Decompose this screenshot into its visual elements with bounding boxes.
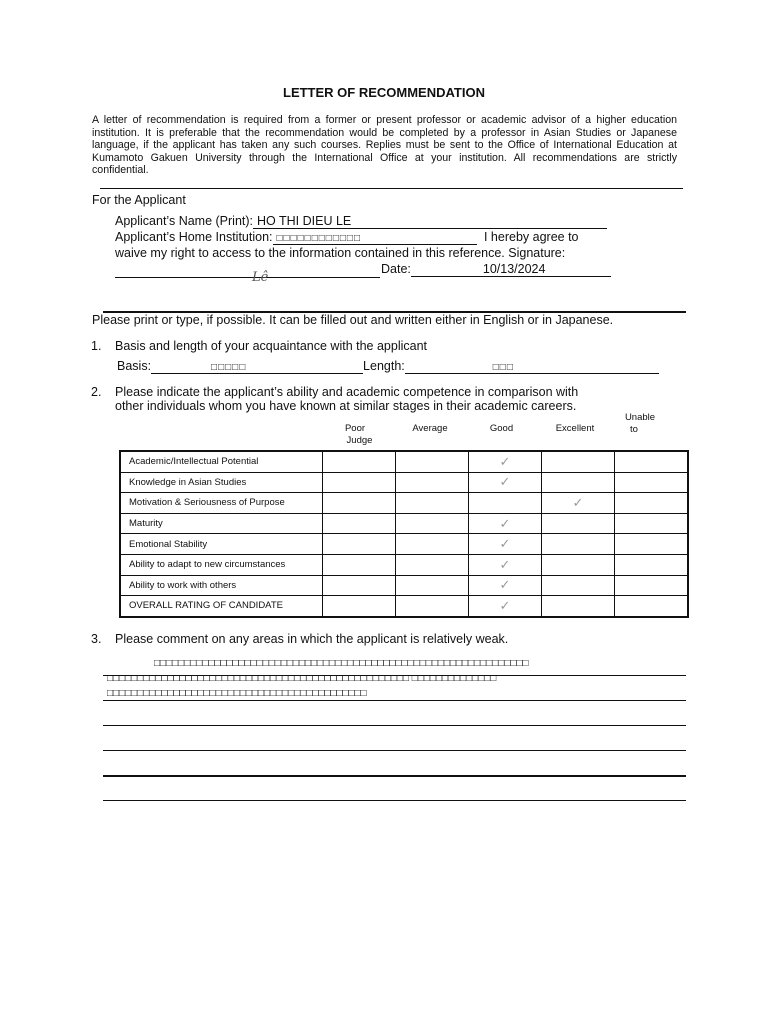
rating-cell[interactable] bbox=[323, 513, 396, 534]
institution-label: Applicant’s Home Institution: bbox=[115, 230, 273, 244]
intro-paragraph: A letter of recommendation is required from a former or present professor or academic advisor of a higher education institution. It is preferable that the recommendation would be completed by a professor in Asian Studies or Japanese language, if the applicant has taken any such courses. Replies must be sent to the Office of International Education at Kumamoto Gakuen University through the International Office at your institution. All recommendations are strictly confidential. bbox=[92, 114, 677, 177]
rating-row bbox=[120, 513, 688, 534]
rating-cell[interactable] bbox=[396, 575, 469, 596]
q2-line-1: Please indicate the applicant’s ability and academic competence in comparison with bbox=[115, 385, 579, 399]
rating-row-label: Maturity bbox=[120, 513, 323, 534]
check-icon: ✓ bbox=[499, 515, 511, 531]
col-judge: Judge bbox=[346, 435, 373, 446]
rating-cell[interactable] bbox=[469, 513, 542, 534]
rating-row-label: Motivation & Seriousness of Purpose bbox=[120, 493, 323, 514]
rating-row bbox=[120, 554, 688, 575]
rating-cell[interactable] bbox=[323, 451, 396, 472]
comment-rule[interactable] bbox=[103, 675, 686, 676]
print-note: Please print or type, if possible. It can be filled out and written either in English or in Japanese. bbox=[92, 313, 614, 327]
date-label: Date: bbox=[381, 262, 411, 276]
applicant-heading: For the Applicant bbox=[92, 193, 186, 207]
comment-line-3: □□□□□□□□□□□□□□□□□□□□□□□□□□□□□□□□□□□□□□□□□□□ bbox=[107, 688, 367, 699]
col-poor bbox=[330, 423, 380, 435]
basis-field[interactable]: □□□□□ bbox=[151, 362, 363, 374]
rating-row bbox=[120, 493, 688, 514]
rating-cell[interactable] bbox=[396, 596, 469, 617]
rating-cell[interactable] bbox=[615, 554, 689, 575]
col-unable bbox=[615, 412, 665, 436]
institution-row bbox=[115, 230, 579, 245]
rating-row bbox=[120, 451, 688, 472]
rating-cell[interactable] bbox=[542, 554, 615, 575]
date-row bbox=[381, 262, 611, 277]
comment-rule[interactable] bbox=[103, 725, 686, 726]
q3-comment[interactable] bbox=[107, 656, 687, 701]
waiver-text-2: waive my right to access to the information contained in this reference. Signature: bbox=[115, 246, 566, 260]
rating-row-label: Ability to adapt to new circumstances bbox=[120, 554, 323, 575]
q1-answer-row bbox=[117, 359, 659, 374]
rating-cell[interactable] bbox=[542, 513, 615, 534]
q2-line-2: other individuals whom you have known at similar stages in their academic careers. bbox=[115, 399, 577, 413]
q2-text bbox=[115, 385, 578, 413]
rating-cell[interactable] bbox=[615, 596, 689, 617]
rating-cell[interactable] bbox=[323, 554, 396, 575]
rating-cell[interactable] bbox=[615, 534, 689, 555]
rating-table bbox=[119, 450, 689, 618]
col-good: Good bbox=[489, 423, 514, 434]
rating-cell[interactable] bbox=[542, 575, 615, 596]
page-title: LETTER OF RECOMMENDATION bbox=[283, 85, 485, 100]
waiver-text-1: I hereby agree to bbox=[483, 230, 579, 244]
rating-cell[interactable] bbox=[469, 472, 542, 493]
basis-label: Basis: bbox=[117, 359, 152, 373]
comment-line-1: □□□□□□□□□□□□□□□□□□□□□□□□□□□□□□□□□□□□□□□□□□□□□□□□□□□□□□□□□□□□□□ bbox=[154, 658, 529, 669]
comment-rule[interactable] bbox=[103, 750, 686, 751]
col-unable-line-1: Unable bbox=[624, 412, 656, 423]
rating-cell[interactable] bbox=[542, 596, 615, 617]
comment-rule[interactable] bbox=[103, 775, 686, 777]
q2-number: 2. bbox=[91, 385, 102, 399]
comment-rule[interactable] bbox=[103, 700, 686, 701]
rating-cell[interactable] bbox=[469, 493, 542, 514]
col-poor-label: Poor bbox=[344, 423, 366, 434]
check-icon: ✓ bbox=[499, 556, 511, 572]
col-average: Average bbox=[412, 423, 448, 434]
rating-row bbox=[120, 472, 688, 493]
applicant-name-label: Applicant’s Name (Print): bbox=[115, 214, 254, 228]
rating-row-label: Emotional Stability bbox=[120, 534, 323, 555]
rating-row-label: OVERALL RATING OF CANDIDATE bbox=[120, 596, 323, 617]
check-icon: ✓ bbox=[499, 453, 511, 469]
check-icon: ✓ bbox=[499, 597, 511, 613]
q1-text: Basis and length of your acquaintance with the applicant bbox=[115, 339, 428, 353]
rating-row bbox=[120, 534, 688, 555]
rating-cell[interactable] bbox=[323, 534, 396, 555]
col-unable-line-2: to bbox=[630, 424, 638, 435]
institution-field[interactable]: □□□□□□□□□□□□ bbox=[273, 233, 477, 245]
col-excellent: Excellent bbox=[555, 423, 595, 434]
divider bbox=[100, 188, 683, 189]
rating-cell[interactable] bbox=[469, 554, 542, 575]
check-icon: ✓ bbox=[572, 494, 584, 510]
rating-cell[interactable] bbox=[469, 575, 542, 596]
length-label: Length: bbox=[363, 359, 405, 373]
rating-row-label: Ability to work with others bbox=[120, 575, 323, 596]
rating-cell[interactable] bbox=[615, 513, 689, 534]
rating-cell[interactable] bbox=[469, 451, 542, 472]
q1-number: 1. bbox=[91, 339, 102, 353]
check-icon: ✓ bbox=[499, 536, 511, 552]
rating-cell[interactable] bbox=[542, 472, 615, 493]
rating-cell[interactable] bbox=[323, 596, 396, 617]
signature-line[interactable] bbox=[115, 277, 380, 278]
length-field[interactable]: □□□ bbox=[405, 362, 659, 374]
rating-cell[interactable] bbox=[542, 493, 615, 514]
rating-cell[interactable] bbox=[323, 472, 396, 493]
rating-cell[interactable] bbox=[542, 534, 615, 555]
rating-cell[interactable] bbox=[615, 575, 689, 596]
rating-cell[interactable] bbox=[396, 451, 469, 472]
rating-cell[interactable] bbox=[323, 493, 396, 514]
rating-row-label: Knowledge in Asian Studies bbox=[120, 472, 323, 493]
check-icon: ✓ bbox=[499, 577, 511, 593]
comment-line-2: □□□□□□□□□□□□□□□□□□□□□□□□□□□□□□□□□□□□□□□□□□□□□□□□□□ □□□□□□□□□□□□□□ bbox=[107, 673, 497, 684]
rating-row bbox=[120, 575, 688, 596]
rating-cell[interactable] bbox=[396, 493, 469, 514]
rating-row-label: Academic/Intellectual Potential bbox=[120, 451, 323, 472]
rating-cell[interactable] bbox=[615, 493, 689, 514]
applicant-name-row bbox=[115, 214, 607, 229]
rating-cell[interactable] bbox=[323, 575, 396, 596]
applicant-name-field[interactable]: HO THI DIEU LE bbox=[253, 214, 607, 229]
check-icon: ✓ bbox=[499, 474, 511, 490]
rating-cell[interactable] bbox=[469, 596, 542, 617]
rating-row bbox=[120, 596, 688, 617]
rating-cell[interactable] bbox=[396, 534, 469, 555]
rating-cell[interactable] bbox=[615, 472, 689, 493]
q3-number: 3. bbox=[91, 632, 102, 646]
comment-rule[interactable] bbox=[103, 800, 686, 801]
rating-cell[interactable] bbox=[615, 451, 689, 472]
rating-cell[interactable] bbox=[396, 472, 469, 493]
rating-cell[interactable] bbox=[542, 451, 615, 472]
rating-cell[interactable] bbox=[396, 513, 469, 534]
rating-cell[interactable] bbox=[396, 554, 469, 575]
signature-mark: Lê bbox=[252, 270, 269, 285]
rating-cell[interactable] bbox=[469, 534, 542, 555]
date-field[interactable]: 10/13/2024 bbox=[411, 262, 611, 277]
q3-text: Please comment on any areas in which the applicant is relatively weak. bbox=[115, 632, 509, 646]
